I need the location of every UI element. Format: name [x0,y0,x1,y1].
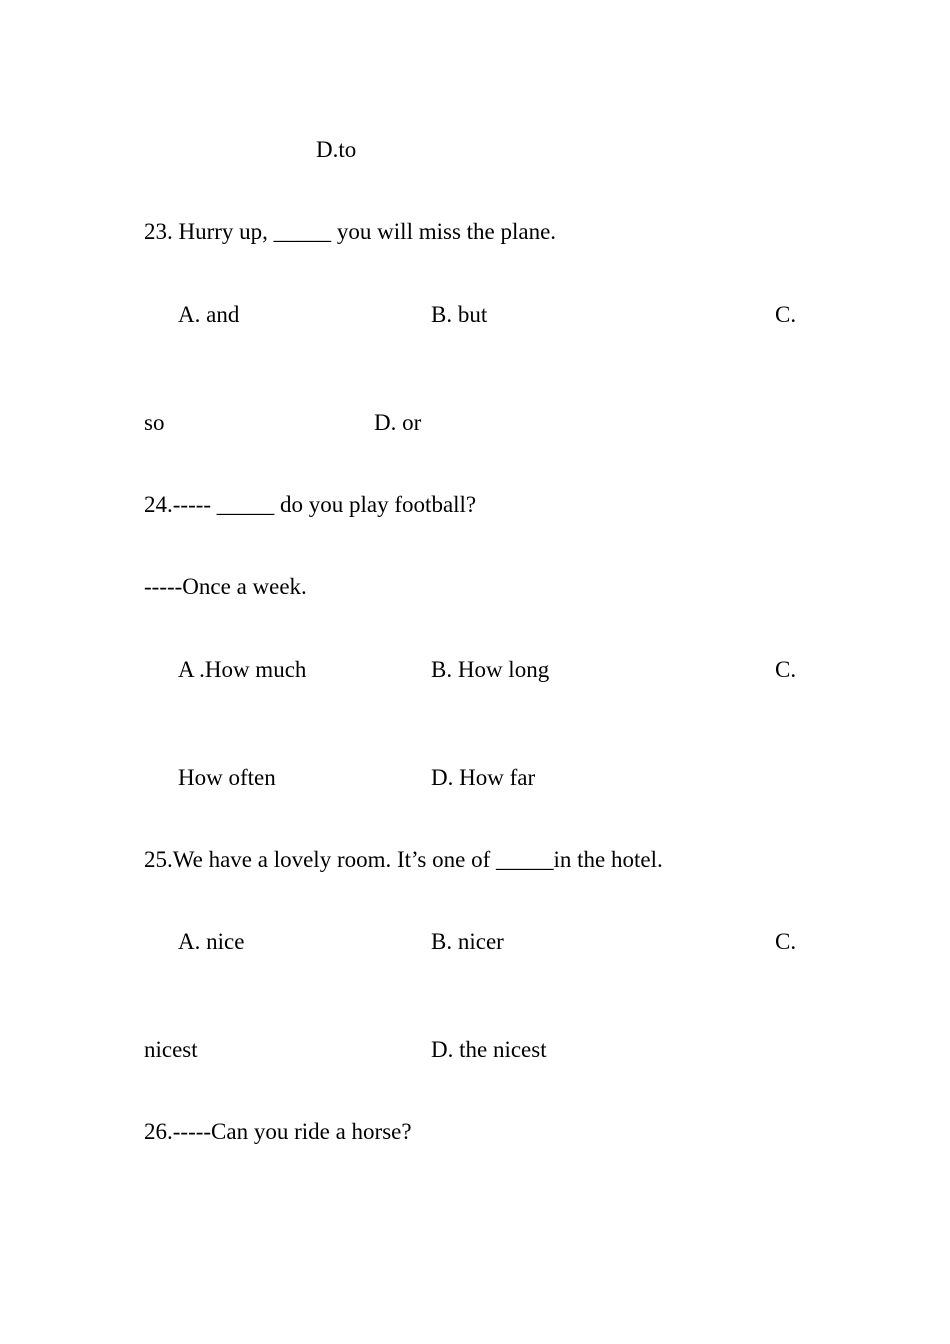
q24-option-a: A .How much [178,657,307,682]
q25-option-b: B. nicer [431,929,504,954]
q24-stem: 24.----- _____ do you play football? [144,492,477,517]
q23-option-c-label: C. [775,302,797,327]
q25-option-d: D. the nicest [431,1037,547,1062]
q23-option-c-text: so [144,410,165,435]
q23-option-b: B. but [431,302,488,327]
q24-option-b: B. How long [431,657,550,682]
q24-option-c-text: How often [178,765,276,790]
q23-option-a: A. and [178,302,240,327]
q24-option-d: D. How far [431,765,536,790]
q24-reply: -----Once a week. [144,574,307,599]
q25-option-c-label: C. [775,929,797,954]
q23-option-d: D. or [374,410,422,435]
q24-option-c-label: C. [775,657,797,682]
q25-stem: 25.We have a lovely room. It’s one of _____in the hotel. [144,847,663,872]
q25-option-c-text: nicest [144,1037,198,1062]
q23-stem: 23. Hurry up, _____ you will miss the plane. [144,219,557,244]
q22-option-d: D.to [316,137,357,162]
q25-option-a: A. nice [178,929,245,954]
q26-stem: 26.-----Can you ride a horse? [144,1119,412,1144]
